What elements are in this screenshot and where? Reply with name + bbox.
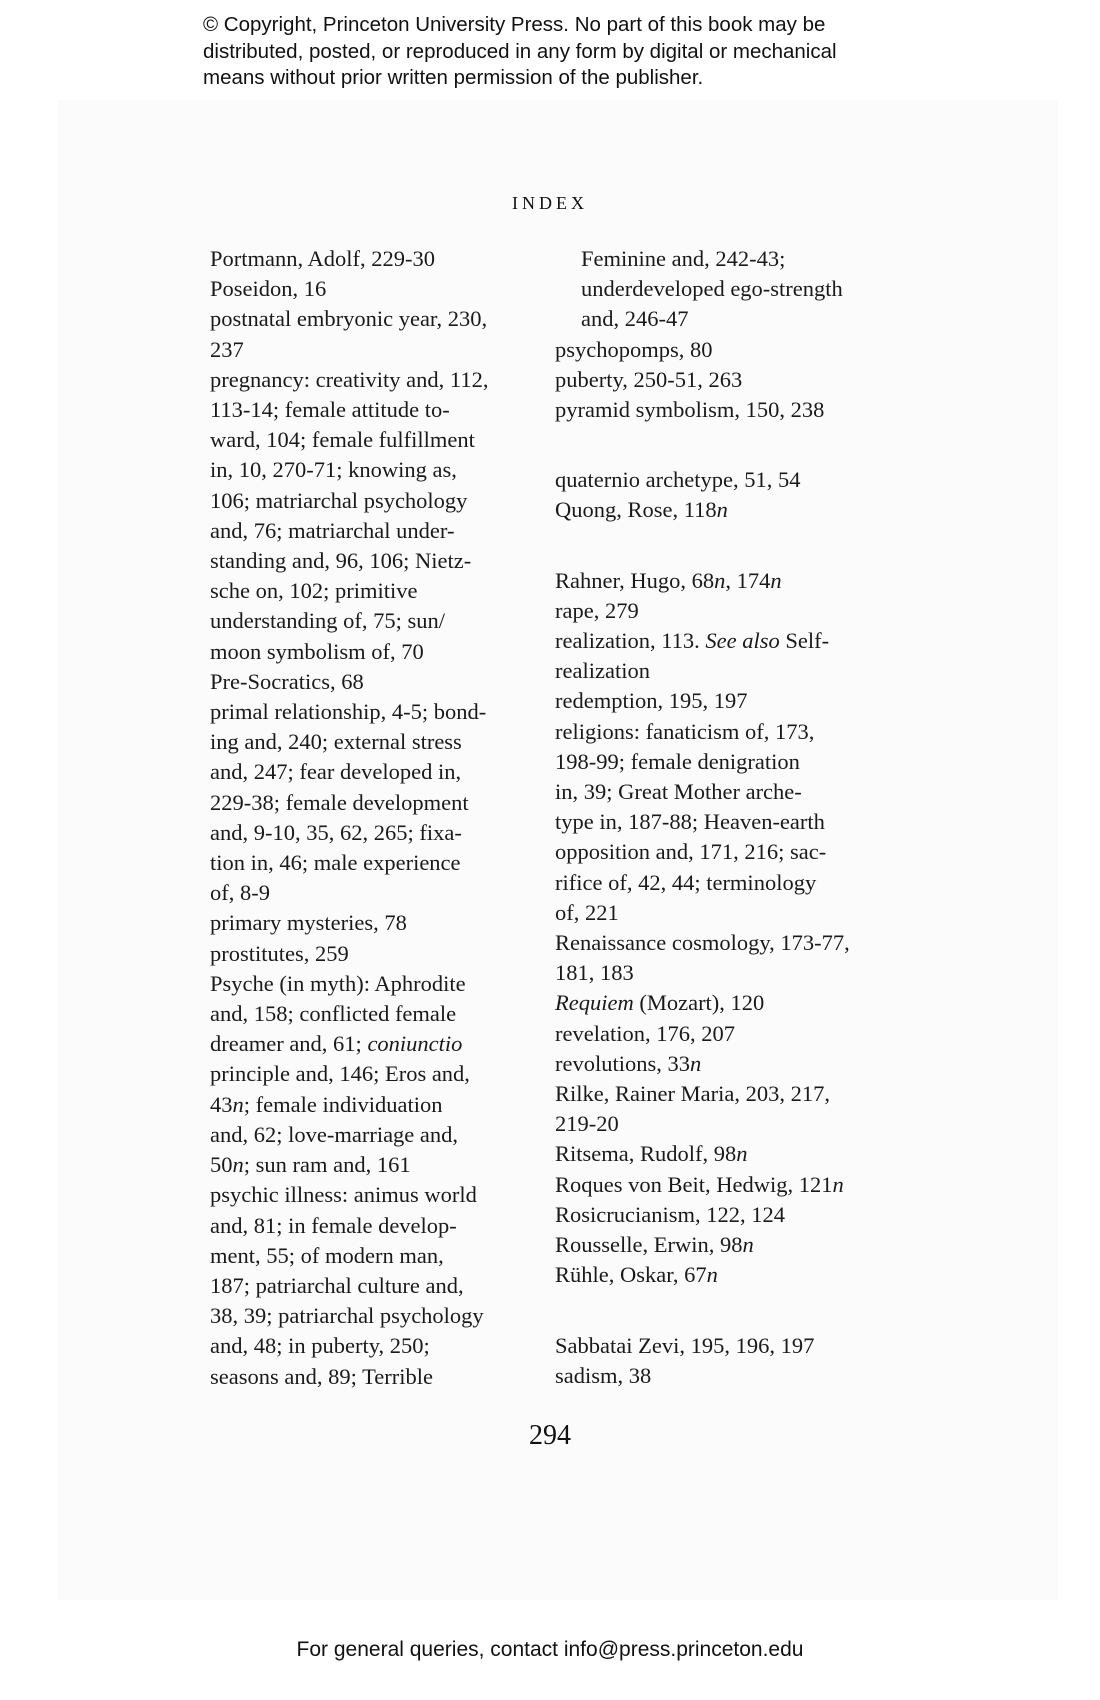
index-line: pregnancy: creativity and, 112, bbox=[210, 366, 489, 392]
index-line: of, 221 bbox=[555, 899, 619, 925]
italic-text: n bbox=[232, 1091, 244, 1117]
index-line: 181, 183 bbox=[555, 960, 634, 986]
index-entry bbox=[555, 365, 885, 395]
index-line: and, 247; fear developed in, bbox=[210, 759, 462, 785]
index-entry bbox=[210, 969, 540, 1180]
index-line: psychopomps, 80 bbox=[555, 336, 713, 362]
italic-text: n bbox=[690, 1050, 702, 1076]
index-entry bbox=[555, 465, 885, 495]
index-line: ward, 104; female fulfillment bbox=[210, 427, 475, 453]
index-line: 43n; female individuation bbox=[210, 1091, 443, 1117]
index-line: Rühle, Oskar, 67n bbox=[555, 1262, 718, 1288]
index-entry bbox=[555, 1019, 885, 1049]
index-entry bbox=[555, 717, 885, 928]
italic-text: n bbox=[770, 567, 782, 593]
copyright-line: distributed, posted, or reproduced in any form by digital or mechanical bbox=[203, 39, 837, 63]
index-line: religions: fanaticism of, 173, bbox=[555, 718, 815, 744]
index-line: psychic illness: animus world bbox=[210, 1182, 477, 1208]
index-line: puberty, 250-51, 263 bbox=[555, 366, 743, 392]
letter-group-gap bbox=[555, 425, 885, 465]
index-line: 219-20 bbox=[555, 1111, 619, 1137]
index-entry bbox=[555, 1331, 885, 1361]
index-line: Rosicrucianism, 122, 124 bbox=[555, 1201, 785, 1227]
index-entry bbox=[555, 686, 885, 716]
index-line: 187; patriarchal culture and, bbox=[210, 1272, 464, 1298]
index-line: tion in, 46; male experience bbox=[210, 850, 461, 876]
italic-text: n bbox=[714, 567, 726, 593]
index-line: redemption, 195, 197 bbox=[555, 688, 748, 714]
index-line: rape, 279 bbox=[555, 597, 639, 623]
index-line: and, 62; love-marriage and, bbox=[210, 1121, 459, 1147]
italic-text: n bbox=[232, 1152, 244, 1178]
index-line: principle and, 146; Eros and, bbox=[210, 1061, 470, 1087]
index-entry bbox=[555, 395, 885, 425]
index-line: and, 158; conflicted female bbox=[210, 1001, 457, 1027]
index-line: Portmann, Adolf, 229-30 bbox=[210, 246, 435, 271]
index-line: Feminine and, 242-43; bbox=[581, 246, 786, 271]
italic-text: See also bbox=[705, 628, 780, 654]
index-line: standing and, 96, 106; Nietz- bbox=[210, 548, 472, 574]
index-entry bbox=[555, 495, 885, 525]
index-entry bbox=[555, 1139, 885, 1169]
index-line: 113-14; female attitude to- bbox=[210, 397, 450, 423]
index-column-right bbox=[555, 244, 885, 1391]
index-line: Psyche (in myth): Aphrodite bbox=[210, 970, 466, 996]
index-entry bbox=[210, 939, 540, 969]
index-entry bbox=[555, 1361, 885, 1391]
page-number: 294 bbox=[529, 1420, 571, 1451]
index-line: Sabbatai Zevi, 195, 196, 197 bbox=[555, 1332, 815, 1358]
index-entry bbox=[210, 304, 540, 364]
index-line: primal relationship, 4-5; bond- bbox=[210, 699, 487, 725]
index-line: 198-99; female denigration bbox=[555, 748, 800, 774]
index-line: ment, 55; of modern man, bbox=[210, 1242, 444, 1268]
italic-text: n bbox=[706, 1262, 718, 1288]
index-line: Poseidon, 16 bbox=[210, 276, 327, 302]
index-line: seasons and, 89; Terrible bbox=[210, 1363, 433, 1389]
index-line: revelation, 176, 207 bbox=[555, 1020, 735, 1046]
index-column-left bbox=[210, 244, 540, 1392]
index-line: Rilke, Rainer Maria, 203, 217, bbox=[555, 1081, 830, 1107]
index-line: postnatal embryonic year, 230, bbox=[210, 306, 488, 332]
index-entry bbox=[555, 335, 885, 365]
index-line: Pre-Socratics, 68 bbox=[210, 668, 364, 694]
index-line: and, 81; in female develop- bbox=[210, 1212, 457, 1238]
index-entry bbox=[555, 1200, 885, 1230]
index-line: and, 246-47 bbox=[581, 306, 689, 332]
index-line: in, 10, 270-71; knowing as, bbox=[210, 457, 457, 483]
index-entry bbox=[210, 1180, 540, 1391]
italic-text: n bbox=[832, 1171, 844, 1197]
index-line: 229-38; female development bbox=[210, 789, 469, 815]
index-entry bbox=[555, 1079, 885, 1139]
index-line: Rousselle, Erwin, 98n bbox=[555, 1232, 754, 1258]
index-line: in, 39; Great Mother arche- bbox=[555, 779, 802, 805]
index-line: 38, 39; patriarchal psychology bbox=[210, 1303, 484, 1329]
index-line: opposition and, 171, 216; sac- bbox=[555, 839, 827, 865]
index-line: and, 9-10, 35, 62, 265; fixa- bbox=[210, 819, 462, 845]
index-line: Rahner, Hugo, 68n, 174n bbox=[555, 567, 782, 593]
index-entry bbox=[555, 626, 885, 686]
italic-text: coniunctio bbox=[367, 1031, 463, 1057]
index-line: 237 bbox=[210, 336, 244, 362]
index-line: sche on, 102; primitive bbox=[210, 578, 418, 604]
index-line: Renaissance cosmology, 173-77, bbox=[555, 930, 850, 956]
index-line: and, 48; in puberty, 250; bbox=[210, 1333, 430, 1359]
index-entry bbox=[555, 566, 885, 596]
letter-group-gap bbox=[555, 1291, 885, 1331]
letter-group-gap bbox=[555, 526, 885, 566]
index-line: prostitutes, 259 bbox=[210, 940, 349, 966]
index-line: ing and, 240; external stress bbox=[210, 729, 462, 755]
index-entry bbox=[210, 274, 540, 304]
italic-text: Requiem bbox=[555, 990, 634, 1016]
index-entry bbox=[555, 596, 885, 626]
index-line: 106; matriarchal psychology bbox=[210, 487, 468, 513]
index-entry bbox=[555, 1260, 885, 1290]
index-line: moon symbolism of, 70 bbox=[210, 638, 424, 664]
index-line: of, 8-9 bbox=[210, 880, 270, 906]
index-heading: INDEX bbox=[512, 193, 588, 213]
index-line: rifice of, 42, 44; terminology bbox=[555, 869, 817, 895]
index-line: type in, 187-88; Heaven-earth bbox=[555, 809, 825, 835]
index-entry bbox=[555, 988, 885, 1018]
index-line: primary mysteries, 78 bbox=[210, 910, 407, 936]
index-entry-continued bbox=[555, 244, 885, 335]
copyright-line: © Copyright, Princeton University Press. No part of this book may be bbox=[203, 13, 826, 36]
index-line: 50n; sun ram and, 161 bbox=[210, 1152, 411, 1178]
index-line: dreamer and, 61; coniunctio bbox=[210, 1031, 463, 1057]
copyright-notice bbox=[203, 12, 923, 92]
index-line: Ritsema, Rudolf, 98n bbox=[555, 1141, 748, 1167]
italic-text: n bbox=[742, 1232, 754, 1258]
index-entry bbox=[555, 1170, 885, 1200]
index-entry bbox=[210, 667, 540, 697]
index-entry bbox=[555, 928, 885, 988]
index-entry bbox=[210, 697, 540, 908]
index-line: realization, 113. See also Self- bbox=[555, 628, 830, 654]
index-line: revolutions, 33n bbox=[555, 1050, 702, 1076]
index-entry bbox=[210, 908, 540, 938]
index-entry bbox=[555, 1049, 885, 1079]
index-line: underdeveloped ego-strength bbox=[581, 276, 843, 302]
copyright-line: means without prior written permission of the publisher. bbox=[203, 66, 704, 89]
italic-text: n bbox=[736, 1141, 748, 1167]
index-line: understanding of, 75; sun/ bbox=[210, 608, 445, 634]
italic-text: n bbox=[716, 497, 728, 523]
index-line: pyramid symbolism, 150, 238 bbox=[555, 397, 825, 423]
index-line: and, 76; matriarchal under- bbox=[210, 517, 455, 543]
index-entry bbox=[210, 365, 540, 667]
index-line: Roques von Beit, Hedwig, 121n bbox=[555, 1171, 844, 1197]
index-line: realization bbox=[555, 658, 650, 684]
index-entry bbox=[210, 244, 540, 274]
index-line: Quong, Rose, 118n bbox=[555, 497, 728, 523]
index-line: sadism, 38 bbox=[555, 1362, 652, 1388]
index-line: quaternio archetype, 51, 54 bbox=[555, 467, 801, 493]
index-line: Requiem (Mozart), 120 bbox=[555, 990, 765, 1016]
footer-contact: For general queries, contact info@press.princeton.edu bbox=[296, 1638, 804, 1661]
index-entry bbox=[555, 1230, 885, 1260]
